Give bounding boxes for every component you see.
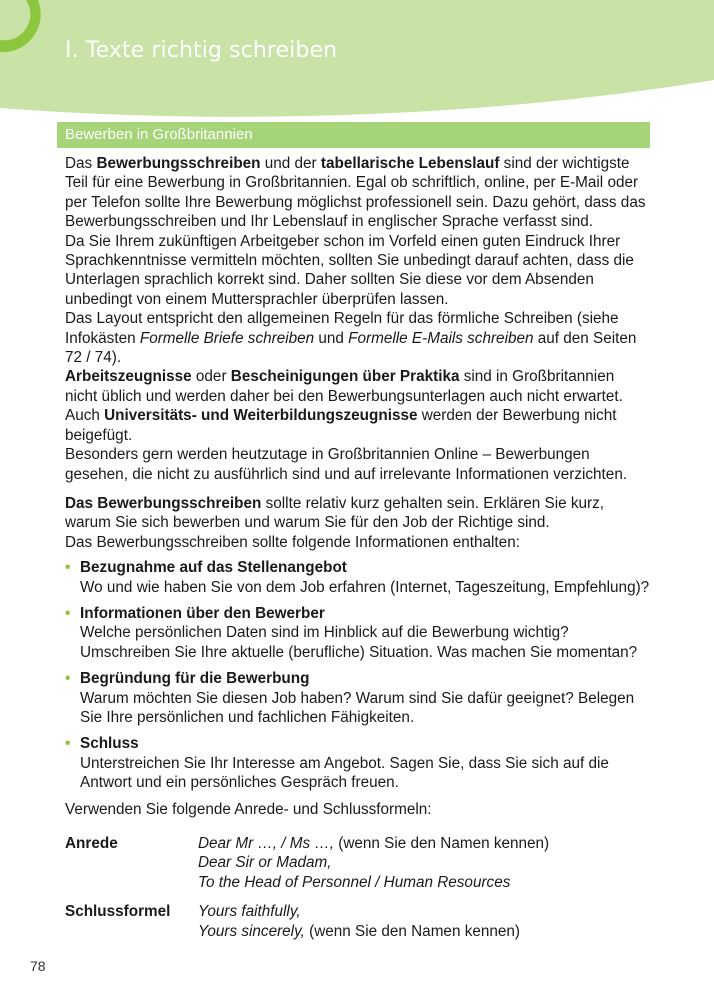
bullet-text: Unterstreichen Sie Ihr Interesse am Angebot. Sagen Sie, dass Sie sich auf die Antwort und ein persönliches Gespräch freuen. [80, 754, 609, 792]
bullet-icon: • [65, 735, 71, 753]
bullet-item [65, 669, 650, 727]
bullet-heading: Schluss [80, 735, 139, 753]
section-bar [57, 122, 650, 148]
anrede-row [65, 834, 650, 892]
schluss-lines [198, 902, 650, 941]
page-number: 78 [30, 958, 46, 974]
bullet-icon: • [65, 670, 71, 688]
bullet-text: Warum möchten Sie diesen Job haben? Warum sind Sie dafür geeignet? Belegen Sie Ihre persönlichen und fachlichen Fähigkeiten. [80, 689, 635, 726]
bullet-item [65, 558, 650, 597]
section-title: Bewerben in Großbritannien [65, 126, 253, 143]
anrede-line-1: Dear Mr …, / Ms …, (wenn Sie den Namen kennen) [198, 835, 550, 852]
schluss-label: Schlussformel [65, 903, 171, 921]
intro-paragraph-5: Besonders gern werden heutzutage in Großbritannien Online – Bewerbungen gesehen, die nicht zu ausführlich sind und auf irrelevante Informationen verzichten. [65, 446, 628, 483]
bullet-item [65, 604, 650, 662]
page-title: I. Texte richtig schreiben [65, 38, 338, 63]
intro-paragraph-1: Das Bewerbungsschreiben und der tabellarische Lebenslauf sind der wichtigste Teil für eine Bewerbung in Großbritannien. Egal ob schriftlich, online, per E-Mail oder per Telefon sollte Ihre Bewerbung möglichst professionell sein. Dazu gehört, dass das Bewerbungsschreiben und Ihr Lebenslauf in englischer Sprache verfasst sind. [65, 155, 646, 231]
formeln-table [65, 834, 650, 941]
bullet-text: Welche persönlichen Daten sind im Hinblick auf die Bewerbung wichtig? [80, 624, 569, 642]
bullet-heading: Begründung für die Bewerbung [80, 670, 310, 688]
letter-paragraph-1: Das Bewerbungsschreiben sollte relativ kurz gehalten sein. Erklären Sie kurz, warum Sie sich bewerben und warum Sie für den Job der Richtige sind. [65, 494, 605, 532]
intro-paragraph-2: Da Sie Ihrem zukünftigen Arbeitgeber schon im Vorfeld einen guten Eindruck Ihrer Sprachkenntnisse vermitteln möchten, sollten Sie unbedingt darauf achten, dass die Unterlagen sprachlich korrekt sind. Daher sollten Sie diese vor dem Absenden unbedingt von einem Muttersprachler überprüfen lassen. [65, 232, 634, 308]
schluss-line-1: Yours faithfully, [198, 903, 301, 921]
schluss-line-2: Yours sincerely, (wenn Sie den Namen kennen) [198, 922, 520, 940]
letter-paragraph-2: Das Bewerbungsschreiben sollte folgende Informationen enthalten: [65, 533, 520, 551]
bullet-text: Wo und wie haben Sie von dem Job erfahren (Internet, Tageszeitung, Empfehlung)? [80, 578, 650, 596]
info-bullet-list [65, 558, 650, 792]
bullet-heading: Bezugnahme auf das Stellenangebot [80, 559, 347, 577]
bullet-icon: • [65, 604, 71, 622]
intro-paragraph-3: Das Layout entspricht den allgemeinen Regeln für das förmliche Schreiben (siehe Infokästen Formelle Briefe schreiben und Formelle E-Mails schreiben auf den Seiten 72 / 74). [65, 310, 637, 367]
bullet-icon: • [65, 559, 71, 577]
schluss-row [65, 902, 650, 941]
formeln-intro: Verwenden Sie folgende Anrede- und Schlussformeln: [65, 800, 432, 818]
main-content [65, 154, 650, 951]
anrede-line-3: To the Head of Personnel / Human Resources [198, 873, 511, 891]
anrede-label: Anrede [65, 835, 118, 852]
anrede-lines [198, 834, 650, 892]
intro-paragraph-4: Arbeitszeugnisse oder Bescheinigungen über Praktika sind in Großbritannien nicht üblich und werden daher bei den Bewerbungsunterlagen auch nicht erwartet. Auch Universitäts- und Weiterbildungszeugnisse werden der Bewerbung nicht beigefügt. [65, 368, 623, 444]
bullet-item [65, 734, 650, 792]
anrede-line-2: Dear Sir or Madam, [198, 854, 332, 872]
bullet-heading: Informationen über den Bewerber [80, 604, 325, 622]
bullet-text: Umschreiben Sie Ihre aktuelle (berufliche) Situation. Was machen Sie momentan? [80, 643, 638, 661]
